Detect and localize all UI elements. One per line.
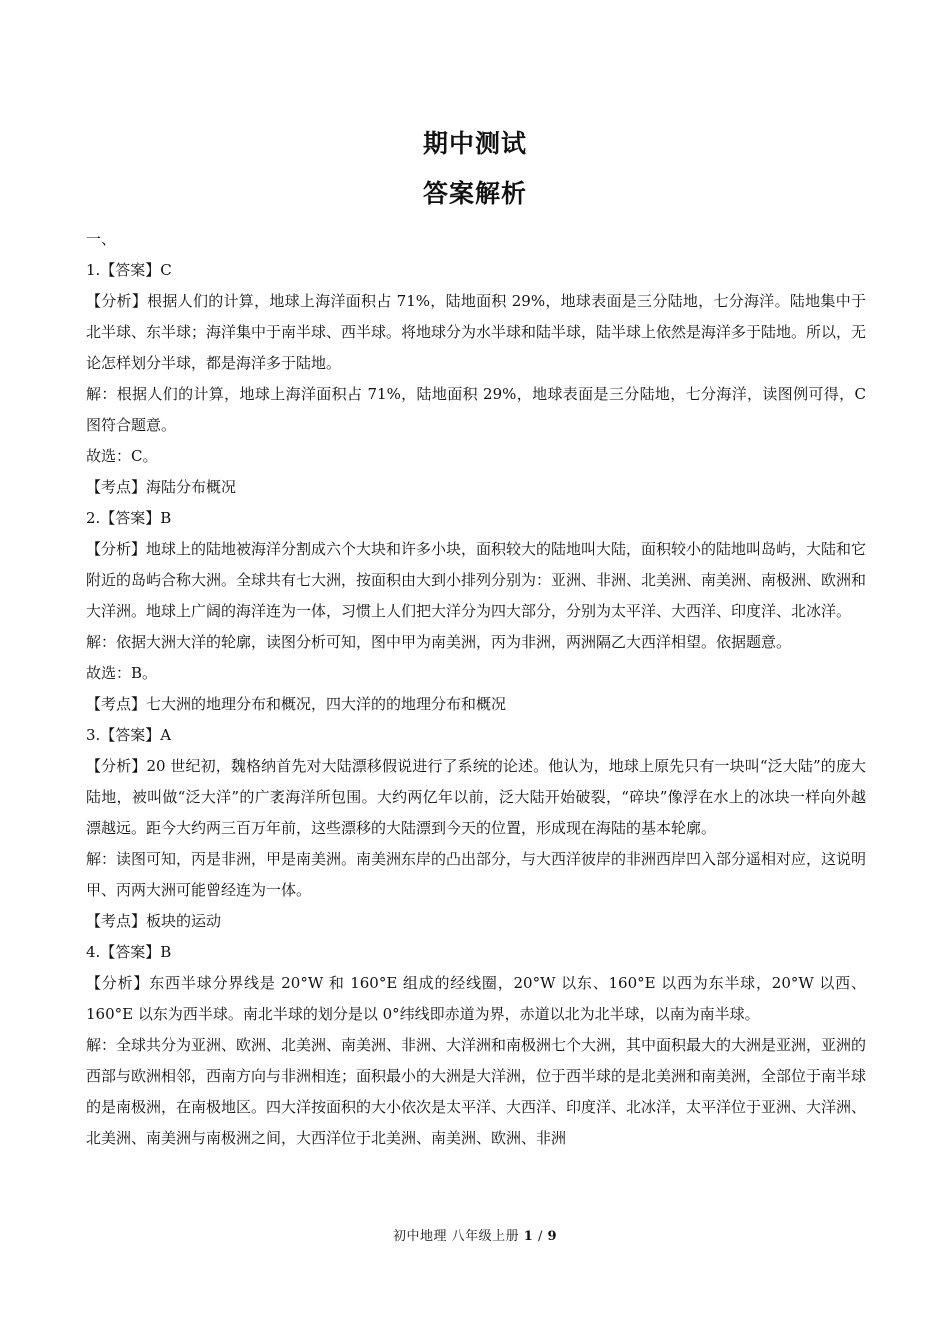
- q3-solution: 解：读图可知，丙是非洲，甲是南美洲。南美洲东岸的凸出部分，与大西洋彼岸的非洲西岸凹入部分遥相对应，这说明甲、丙两大洲可能曾经连为一体。: [86, 850, 867, 899]
- footer-separator: /: [537, 1229, 543, 1244]
- q2-solution: 解：依据大洲大洋的轮廓，读图分析可知，图中甲为南美洲，丙为非洲，两洲隔乙大西洋相望。依据题意。: [86, 633, 792, 651]
- answer-body: [86, 224, 866, 1154]
- q1-choice: 故选：C。: [86, 447, 158, 465]
- q2-choice: 故选：B。: [86, 664, 158, 682]
- q1-solution: 解：根据人们的计算，地球上海洋面积占 71%，陆地面积 29%，地球表面是三分陆地，七分海洋，读图例可得，C 图符合题意。: [86, 385, 866, 434]
- page-title: 期中测试: [422, 129, 527, 158]
- q2-answer: 2.【答案】B: [86, 509, 172, 527]
- q4-analysis: 【分析】东西半球分界线是 20°W 和 160°E 组成的经线圈，20°W 以东、160°E 以西为东半球，20°W 以西、160°E 以东为西半球。南北半球的划分是以 0°纬线即赤道为界，赤道以北为北半球，以南为南半球。: [86, 974, 866, 1023]
- q4-answer: 4.【答案】B: [86, 943, 172, 961]
- footer-page-number: 1: [523, 1229, 534, 1244]
- page-subtitle: 答案解析: [422, 179, 527, 208]
- q3-answer: 3.【答案】A: [86, 726, 172, 744]
- footer-label: 初中地理 八年级上册: [392, 1229, 520, 1244]
- q1-analysis: 【分析】根据人们的计算，地球上海洋面积占 71%，陆地面积 29%，地球表面是三分陆地，七分海洋。陆地集中于北半球、东半球；海洋集中于南半球、西半球。将地球分为水半球和陆半球，陆半球上依然是海洋多于陆地。所以，无论怎样划分半球，都是海洋多于陆地。: [86, 292, 867, 372]
- q2-kaodian: 【考点】七大洲的地理分布和概况，四大洋的的地理分布和概况: [86, 695, 507, 713]
- section-heading: 一、: [86, 230, 117, 248]
- q1-answer: 1.【答案】C: [86, 261, 172, 279]
- page-footer: [0, 1225, 950, 1244]
- q1-kaodian: 【考点】海陆分布概况: [86, 478, 237, 496]
- q2-analysis: 【分析】地球上的陆地被海洋分割成六个大块和许多小块，面积较大的陆地叫大陆，面积较小的陆地叫岛屿，大陆和它附近的岛屿合称大洲。全球共有七大洲，按面积由大到小排列分别为：亚洲、非洲、北美洲、南美洲、南极洲、欧洲和大洋洲。地球上广阔的海洋连为一体，习惯上人们把大洋分为四大部分，分别为太平洋、大西洋、印度洋、北冰洋。: [86, 540, 867, 620]
- q3-analysis: 【分析】20 世纪初，魏格纳首先对大陆漂移假说进行了系统的论述。他认为，地球上原先只有一块叫“泛大陆”的庞大陆地，被叫做“泛大洋”的广袤海洋所包围。大约两亿年以前，泛大陆开始破裂，“碎块”像浮在水上的冰块一样向外越漂越远。距今大约两三百万年前，这些漂移的大陆漂到今天的位置，形成现在海陆的基本轮廓。: [86, 757, 866, 837]
- footer-page-total: 9: [547, 1229, 558, 1244]
- q3-kaodian: 【考点】板块的运动: [86, 912, 222, 930]
- q4-solution: 解：全球共分为亚洲、欧洲、北美洲、南美洲、非洲、大洋洲和南极洲七个大洲，其中面积最大的大洲是亚洲，亚洲的西部与欧洲相邻，西南方向与非洲相连；面积最小的大洲是大洋洲，位于西半球的是北美洲和南美洲，全部位于南半球的是南极洲，在南极地区。四大洋按面积的大小依次是太平洋、大西洋、印度洋、北冰洋，太平洋位于亚洲、大洋洲、北美洲、南美洲与南极洲之间，大西洋位于北美洲、南美洲、欧洲、非洲: [86, 1036, 867, 1147]
